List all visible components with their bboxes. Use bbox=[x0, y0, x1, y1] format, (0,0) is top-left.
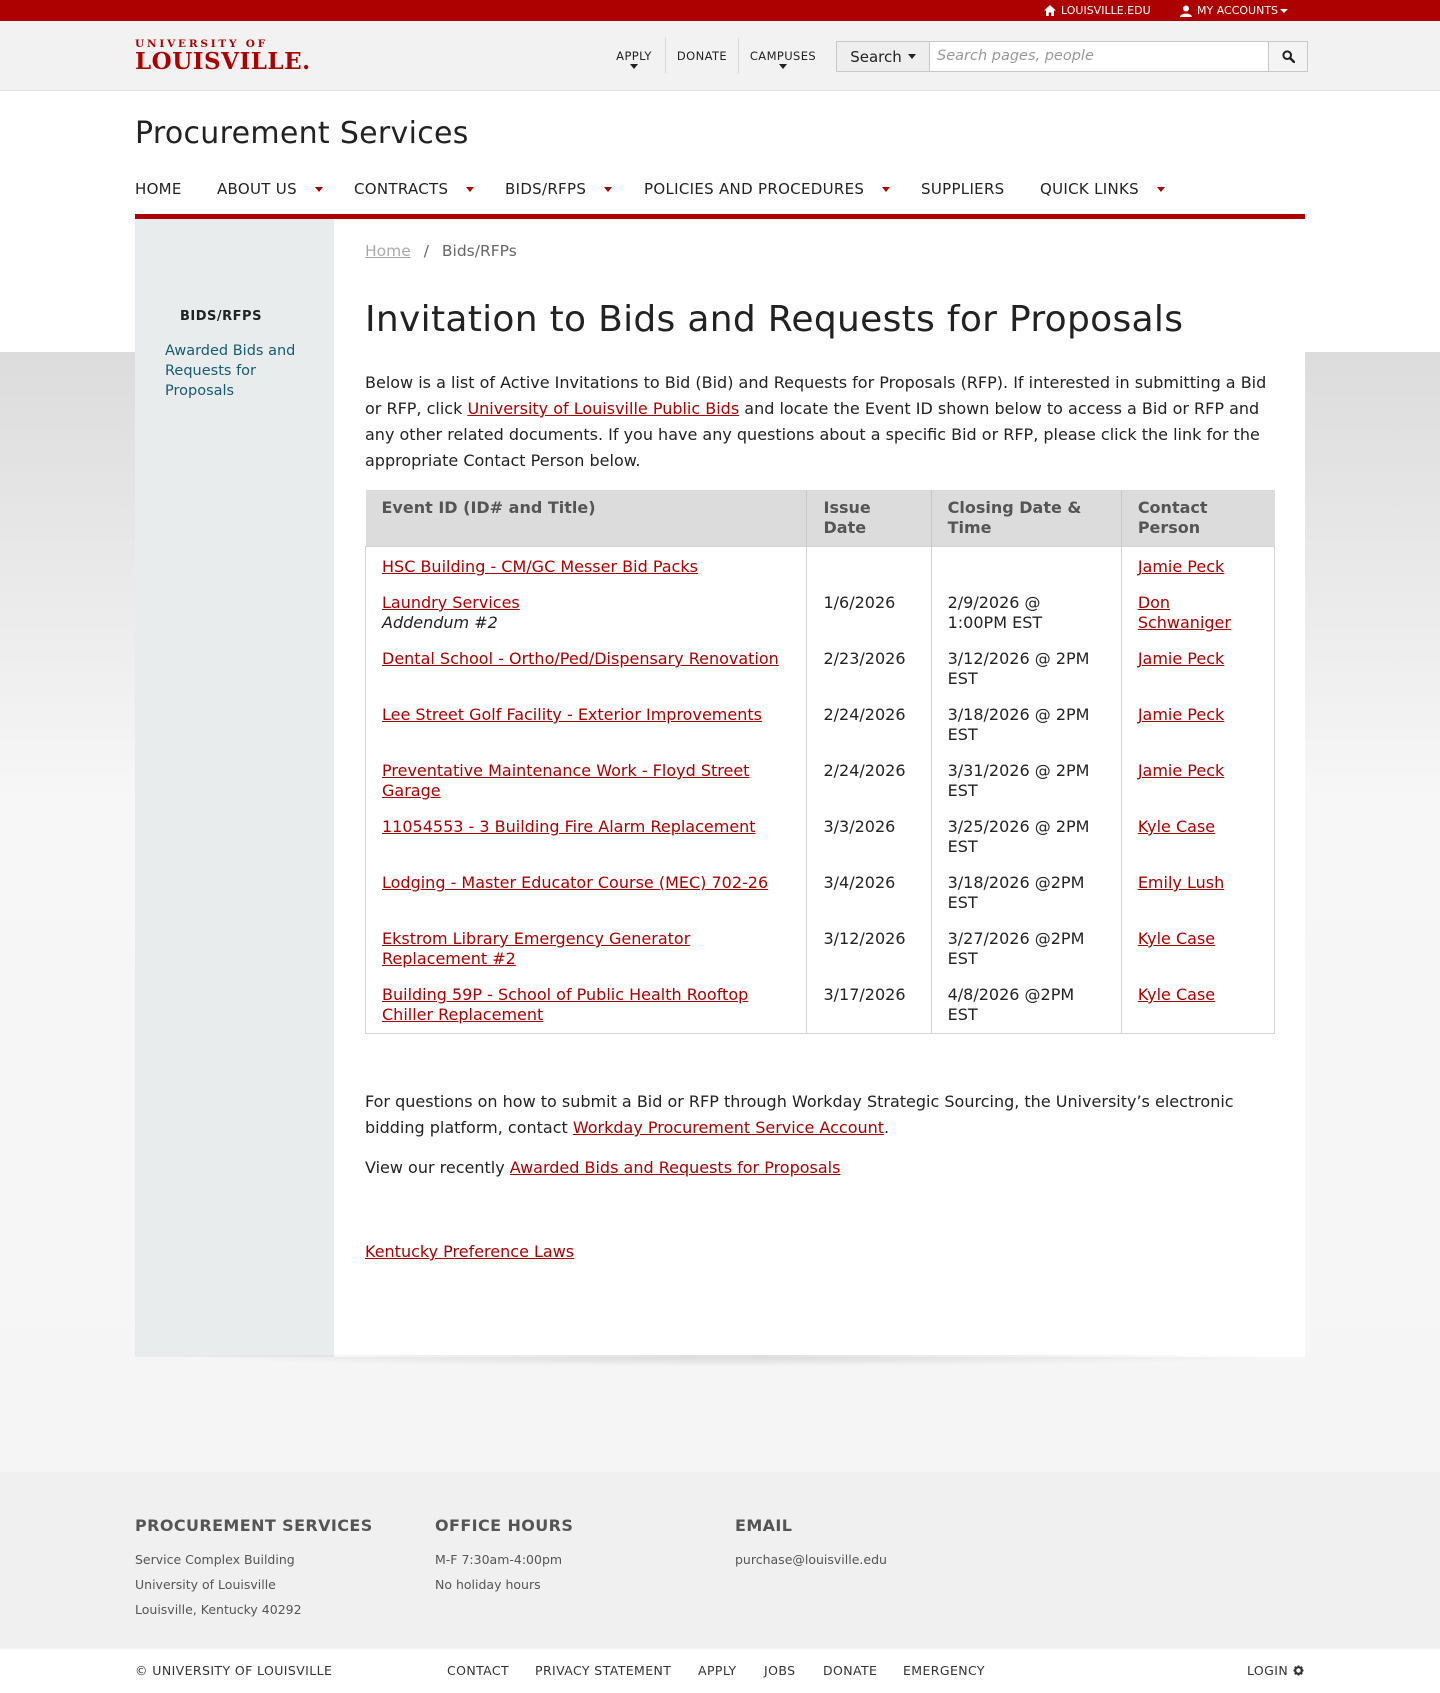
nav-quick-links-label: QUICK LINKS bbox=[1040, 180, 1139, 198]
closing-date-cell bbox=[931, 547, 1121, 586]
caret-down-icon bbox=[882, 187, 890, 192]
public-bids-link[interactable]: University of Louisville Public Bids bbox=[467, 399, 740, 418]
kentucky-preference-laws-link[interactable]: Kentucky Preference Laws bbox=[365, 1242, 575, 1261]
table-row bbox=[366, 977, 1275, 1034]
table-row bbox=[366, 753, 1275, 809]
event-cell bbox=[366, 585, 807, 641]
sidebar-item-awarded-bids[interactable]: Awarded Bids and Requests for Proposals bbox=[165, 343, 296, 399]
sidebar-heading: BIDS/RFPS bbox=[180, 309, 262, 324]
table-row bbox=[366, 865, 1275, 921]
search-bar bbox=[836, 41, 1308, 72]
issue-date-cell: 3/17/2026 bbox=[807, 977, 931, 1034]
contact-person-link[interactable]: Jamie Peck bbox=[1137, 649, 1225, 668]
copyright: © UNIVERSITY OF LOUISVILLE bbox=[135, 1663, 333, 1678]
nav-bids-label: BIDS/RFPS bbox=[505, 180, 587, 198]
header-nav-campuses[interactable] bbox=[739, 21, 827, 90]
closing-date-cell: 3/18/2026 @ 2PM EST bbox=[931, 697, 1121, 753]
breadcrumb bbox=[365, 242, 517, 260]
intro-text-before: Below is a list of Active Invitations to Bid (Bid) and Requests for Proposals (RFP). If interested in submitting a Bid or RFP, click bbox=[365, 373, 1267, 418]
table-row bbox=[366, 585, 1275, 641]
footer-line: Service Complex Building bbox=[135, 1552, 295, 1567]
contact-cell bbox=[1121, 585, 1274, 641]
caret-down-icon bbox=[779, 64, 787, 69]
event-cell bbox=[366, 921, 807, 977]
event-cell bbox=[366, 865, 807, 921]
nav-policies-label: POLICIES AND PROCEDURES bbox=[644, 180, 865, 198]
gear-icon bbox=[1293, 1665, 1304, 1676]
header-nav-donate[interactable] bbox=[666, 21, 738, 90]
table-row bbox=[366, 641, 1275, 697]
chevron-down-icon bbox=[908, 54, 916, 59]
contact-cell bbox=[1121, 977, 1274, 1034]
addendum-note: Addendum #2 bbox=[382, 613, 498, 632]
contact-person-link[interactable]: Jamie Peck bbox=[1137, 761, 1225, 780]
closing-date-cell: 3/31/2026 @ 2PM EST bbox=[931, 753, 1121, 809]
my-accounts-label: MY ACCOUNTS bbox=[1197, 4, 1279, 17]
intro-paragraph bbox=[365, 370, 1275, 474]
column-header-issue-date: Issue Date bbox=[807, 490, 931, 547]
nav-contracts-label: CONTRACTS bbox=[354, 180, 449, 198]
column-header-contact: Contact Person bbox=[1121, 490, 1274, 547]
closing-date-cell: 3/25/2026 @ 2PM EST bbox=[931, 809, 1121, 865]
issue-date-cell: 1/6/2026 bbox=[807, 585, 931, 641]
site-title[interactable]: Procurement Services bbox=[135, 116, 469, 151]
table-header-row bbox=[366, 490, 1275, 547]
closing-date-cell: 3/27/2026 @2PM EST bbox=[931, 921, 1121, 977]
content-shadow bbox=[160, 1355, 1290, 1367]
recent-awards-paragraph bbox=[365, 1158, 840, 1177]
closing-date-cell: 2/9/2026 @ 1:00PM EST bbox=[931, 585, 1121, 641]
home-icon bbox=[1044, 5, 1056, 16]
footer-link-privacy[interactable]: PRIVACY STATEMENT bbox=[535, 1663, 672, 1678]
main-nav bbox=[135, 176, 1305, 214]
caret-down-icon bbox=[630, 64, 638, 69]
site-header bbox=[0, 21, 1440, 91]
contact-cell bbox=[1121, 547, 1274, 586]
table-row bbox=[366, 697, 1275, 753]
contact-cell bbox=[1121, 865, 1274, 921]
issue-date-cell bbox=[807, 547, 931, 586]
nav-item-policies[interactable] bbox=[644, 180, 890, 198]
contact-person-link[interactable]: Emily Lush bbox=[1137, 873, 1225, 892]
footer-heading: PROCUREMENT SERVICES bbox=[135, 1516, 373, 1535]
search-scope-button[interactable] bbox=[837, 42, 930, 71]
caret-down-icon bbox=[604, 187, 612, 192]
page-title: Invitation to Bids and Requests for Proposals bbox=[365, 299, 1184, 340]
issue-date-cell: 2/24/2026 bbox=[807, 697, 931, 753]
bids-table bbox=[365, 490, 1275, 1034]
footer-email-link[interactable]: purchase@louisville.edu bbox=[735, 1552, 887, 1567]
event-link[interactable]: Lodging - Master Educator Course (MEC) 702-26 bbox=[382, 873, 769, 892]
event-link[interactable]: Dental School - Ortho/Ped/Dispensary Renovation bbox=[382, 649, 779, 668]
contact-cell bbox=[1121, 641, 1274, 697]
table-row bbox=[366, 921, 1275, 977]
login-link[interactable] bbox=[1247, 1663, 1304, 1678]
logo-line-1: UNIVERSITY OF bbox=[135, 38, 269, 50]
table-row bbox=[366, 547, 1275, 586]
nav-about-label: ABOUT US bbox=[217, 180, 297, 198]
nav-item-contracts[interactable] bbox=[354, 180, 474, 198]
footer-column-hours bbox=[435, 1516, 573, 1597]
footer-link-emergency[interactable]: EMERGENCY bbox=[903, 1663, 985, 1678]
contact-person-link[interactable]: Don Schwaniger bbox=[1137, 593, 1231, 632]
closing-date-cell: 3/12/2026 @ 2PM EST bbox=[931, 641, 1121, 697]
awarded-bids-link[interactable]: Awarded Bids and Requests for Proposals bbox=[509, 1158, 841, 1177]
utility-bar bbox=[0, 0, 1440, 21]
event-cell bbox=[366, 641, 807, 697]
footer-column-procurement bbox=[135, 1516, 373, 1622]
footer-link-jobs[interactable]: JOBS bbox=[764, 1663, 796, 1678]
search-scope-label: Search bbox=[850, 47, 902, 66]
search-icon bbox=[1282, 50, 1295, 63]
event-cell bbox=[366, 809, 807, 865]
column-header-closing-date: Closing Date & Time bbox=[931, 490, 1121, 547]
nav-suppliers-label: SUPPLIERS bbox=[921, 180, 1005, 198]
contact-cell bbox=[1121, 697, 1274, 753]
bids-table-body bbox=[366, 547, 1275, 1034]
issue-date-cell: 3/3/2026 bbox=[807, 809, 931, 865]
footer-line: No holiday hours bbox=[435, 1577, 541, 1592]
contact-cell bbox=[1121, 753, 1274, 809]
event-link[interactable]: Preventative Maintenance Work - Floyd Street Garage bbox=[382, 761, 750, 800]
louisville-edu-link[interactable] bbox=[1044, 4, 1151, 17]
event-cell bbox=[366, 697, 807, 753]
footer-link-contact[interactable]: CONTACT bbox=[447, 1663, 510, 1678]
workday-account-link[interactable]: Workday Procurement Service Account bbox=[572, 1118, 885, 1137]
breadcrumb-home-link[interactable]: Home bbox=[365, 242, 411, 260]
bottom-bar bbox=[0, 1649, 1440, 1693]
footer-line: M-F 7:30am-4:00pm bbox=[435, 1552, 563, 1567]
site-footer bbox=[0, 1472, 1440, 1649]
donate-label: DONATE bbox=[676, 48, 728, 63]
nav-item-suppliers[interactable] bbox=[921, 180, 1005, 198]
contact-person-link[interactable]: Kyle Case bbox=[1137, 929, 1216, 948]
event-cell bbox=[366, 547, 807, 586]
footer-column-email bbox=[735, 1516, 887, 1572]
questions-text-before: For questions on how to submit a Bid or RFP through Workday Strategic Sourcing, the University’s electronic bidding platform, contact bbox=[365, 1092, 1234, 1137]
nav-item-bids-rfps[interactable] bbox=[505, 180, 612, 198]
event-cell bbox=[366, 977, 807, 1034]
login-label: LOGIN bbox=[1247, 1663, 1289, 1678]
intro-text-after: and locate the Event ID shown below to access a Bid or RFP and any other related documents. If you have any questions about a specific Bid or RFP, please click the link for the appropriate Contact Person below. bbox=[365, 399, 1260, 470]
issue-date-cell: 2/23/2026 bbox=[807, 641, 931, 697]
caret-down-icon bbox=[466, 187, 474, 192]
questions-text-after: . bbox=[884, 1118, 890, 1137]
event-link[interactable]: Laundry Services bbox=[382, 593, 520, 612]
issue-date-cell: 2/24/2026 bbox=[807, 753, 931, 809]
table-row bbox=[366, 809, 1275, 865]
caret-down-icon bbox=[315, 187, 323, 192]
breadcrumb-separator: / bbox=[423, 242, 429, 260]
footer-link-donate[interactable]: DONATE bbox=[823, 1663, 878, 1678]
contact-cell bbox=[1121, 809, 1274, 865]
contact-person-link[interactable]: Kyle Case bbox=[1137, 985, 1216, 1004]
event-link[interactable]: Lee Street Golf Facility - Exterior Improvements bbox=[382, 705, 762, 724]
caret-down-icon bbox=[1157, 187, 1165, 192]
contact-person-link[interactable]: Jamie Peck bbox=[1137, 705, 1225, 724]
apply-label: APPLY bbox=[616, 48, 652, 63]
nav-item-home[interactable] bbox=[135, 180, 182, 198]
louisville-edu-label: LOUISVILLE.EDU bbox=[1061, 4, 1151, 17]
event-link[interactable]: Ekstrom Library Emergency Generator Replacement #2 bbox=[382, 929, 691, 968]
footer-line: Louisville, Kentucky 40292 bbox=[135, 1602, 302, 1617]
recent-text-before: View our recently bbox=[365, 1158, 510, 1177]
contact-person-link[interactable]: Jamie Peck bbox=[1137, 557, 1225, 576]
university-logo[interactable] bbox=[135, 39, 311, 73]
closing-date-cell: 3/18/2026 @2PM EST bbox=[931, 865, 1121, 921]
event-link[interactable]: Building 59P - School of Public Health Rooftop Chiller Replacement bbox=[382, 985, 749, 1024]
search-submit-button[interactable] bbox=[1268, 42, 1307, 71]
contact-cell bbox=[1121, 921, 1274, 977]
questions-paragraph bbox=[365, 1089, 1275, 1141]
footer-link-apply[interactable]: APPLY bbox=[698, 1663, 737, 1678]
my-accounts-menu[interactable] bbox=[1180, 4, 1288, 17]
issue-date-cell: 3/12/2026 bbox=[807, 921, 931, 977]
column-header-event: Event ID (ID# and Title) bbox=[366, 490, 807, 547]
footer-line: University of Louisville bbox=[135, 1577, 276, 1592]
campuses-label: CAMPUSES bbox=[749, 48, 817, 63]
nav-item-about-us[interactable] bbox=[217, 180, 323, 198]
logo-line-2: LOUISVILLE. bbox=[135, 48, 311, 75]
chevron-down-icon bbox=[1280, 9, 1288, 13]
event-cell bbox=[366, 753, 807, 809]
contact-person-link[interactable]: Kyle Case bbox=[1137, 817, 1216, 836]
footer-heading: OFFICE HOURS bbox=[435, 1516, 574, 1535]
event-link[interactable]: HSC Building - CM/GC Messer Bid Packs bbox=[382, 557, 698, 576]
user-icon bbox=[1180, 5, 1192, 17]
footer-heading: EMAIL bbox=[735, 1516, 793, 1535]
header-nav-apply[interactable] bbox=[604, 21, 664, 90]
closing-date-cell: 4/8/2026 @2PM EST bbox=[931, 977, 1121, 1034]
search-input[interactable]: Search pages, people bbox=[937, 48, 1094, 64]
event-link[interactable]: 11054553 - 3 Building Fire Alarm Replacement bbox=[382, 817, 756, 836]
issue-date-cell: 3/4/2026 bbox=[807, 865, 931, 921]
nav-item-quick-links[interactable] bbox=[1040, 180, 1165, 198]
nav-home-label: HOME bbox=[135, 180, 182, 198]
breadcrumb-current: Bids/RFPs bbox=[441, 242, 517, 260]
